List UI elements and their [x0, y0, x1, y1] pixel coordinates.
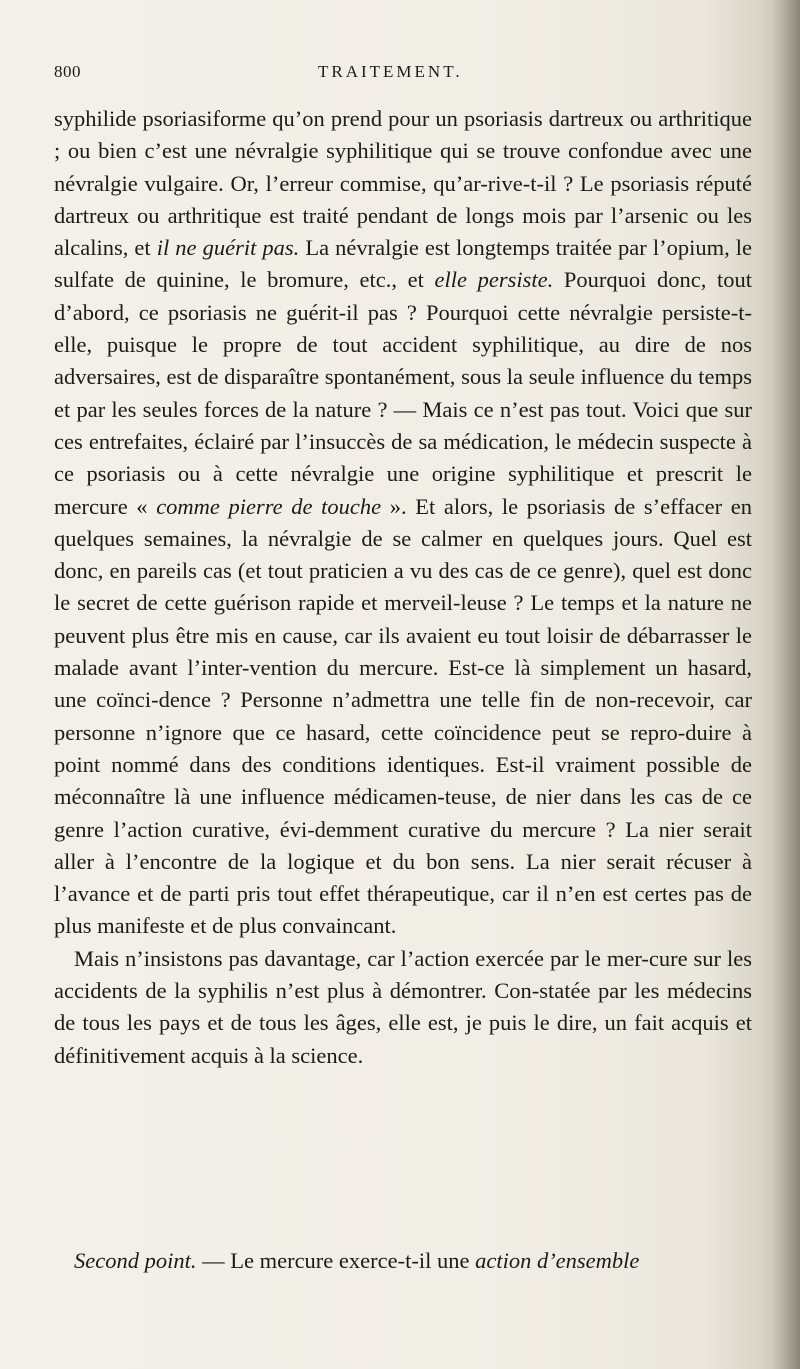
page-number: 800: [54, 62, 81, 81]
running-head: [54, 62, 754, 90]
italic-text-run: Second point.: [74, 1248, 197, 1273]
italic-text-run: elle persiste.: [434, 267, 554, 293]
text-run: Pourquoi donc, tout d’abord, ce psoriasis ne guérit-il pas ? Pourquoi cette névralgie persiste-t-elle, puisque le propre de tout accident syphilitique, au dire de nos adversaires, est de disparaître spontanément, sous la seule influence du temps et par les seules forces de la nature ? — Mais ce n’est pas tout. Voici que sur ces entrefaites, éclairé par l’insuccès de sa médication, le médecin suspecte à ce psoriasis ou à cette névralgie une origine syphilitique et prescrit le mercure «: [54, 267, 753, 519]
paragraph-3: [74, 1245, 754, 1277]
text-run: Mais n’insistons pas davantage, car l’action exercée par le mer-cure sur les accidents de la syphilis n’est plus à démontrer. Con-statée par les médecins de tous les pays et de tous les âges, elle est, je puis le dire, un fait acquis et définitivement acquis à la science.: [54, 945, 752, 1068]
text-run: La névralgie est longtemps traitée par l’opium, le sulfate de quinine, le bromure, etc., et: [54, 235, 752, 293]
italic-text-run: comme pierre de touche: [156, 493, 382, 519]
text-run: — Le mercure exerce-t-il une: [196, 1248, 476, 1273]
text-run: syphilide psoriasiforme qu’on prend pour un psoriasis dartreux ou arthritique ; ou bien c’est une névralgie syphilitique qui se trouve confondue avec une névralgie vulgaire. Or, l’erreur commise, qu’ar-rive-t-il ? Le psoriasis réputé dartreux ou arthritique est traité pendant de longs mois par l’arsenic ou les alcalins, et: [54, 106, 752, 261]
body-text: [54, 103, 752, 1072]
italic-text-run: action d’ensemble: [475, 1248, 640, 1273]
running-title: TRAITEMENT.: [318, 62, 463, 81]
text-run: ». Et alors, le psoriasis de s’effacer en quelques semaines, la névralgie de se calmer en quelques jours. Quel est donc, en pareils cas (et tout praticien a vu des cas de ce genre), quel est donc le secret de cette guérison rapide et merveil-leuse ? Le temps et la nature ne peuvent plus être mis en cause, car ils avaient eu tout loisir de débarrasser le malade avant l’inter-vention du mercure. Est-ce là simplement un hasard, une coïnci-dence ? Personne n’admettra une telle fin de non-recevoir, car personne n’ignore que ce hasard, cette coïncidence peut se repro-duire à point nommé dans des conditions identiques. Est-il vraiment possible de méconnaître là une influence médicamen-teuse, de nier dans les cas de ce genre l’action curative, évi-demment curative du mercure ? La nier serait aller à l’encontre de la logique et du bon sens. La nier serait récuser à l’avance et de parti pris tout effet thérapeutique, car il n’en est certes pas de plus manifeste et de plus convaincant.: [54, 493, 752, 939]
page-edge-shadow: [772, 0, 800, 1369]
paragraph-2: [54, 943, 752, 1072]
paragraph-1: [54, 103, 752, 943]
italic-text-run: il ne guérit pas.: [156, 235, 300, 261]
